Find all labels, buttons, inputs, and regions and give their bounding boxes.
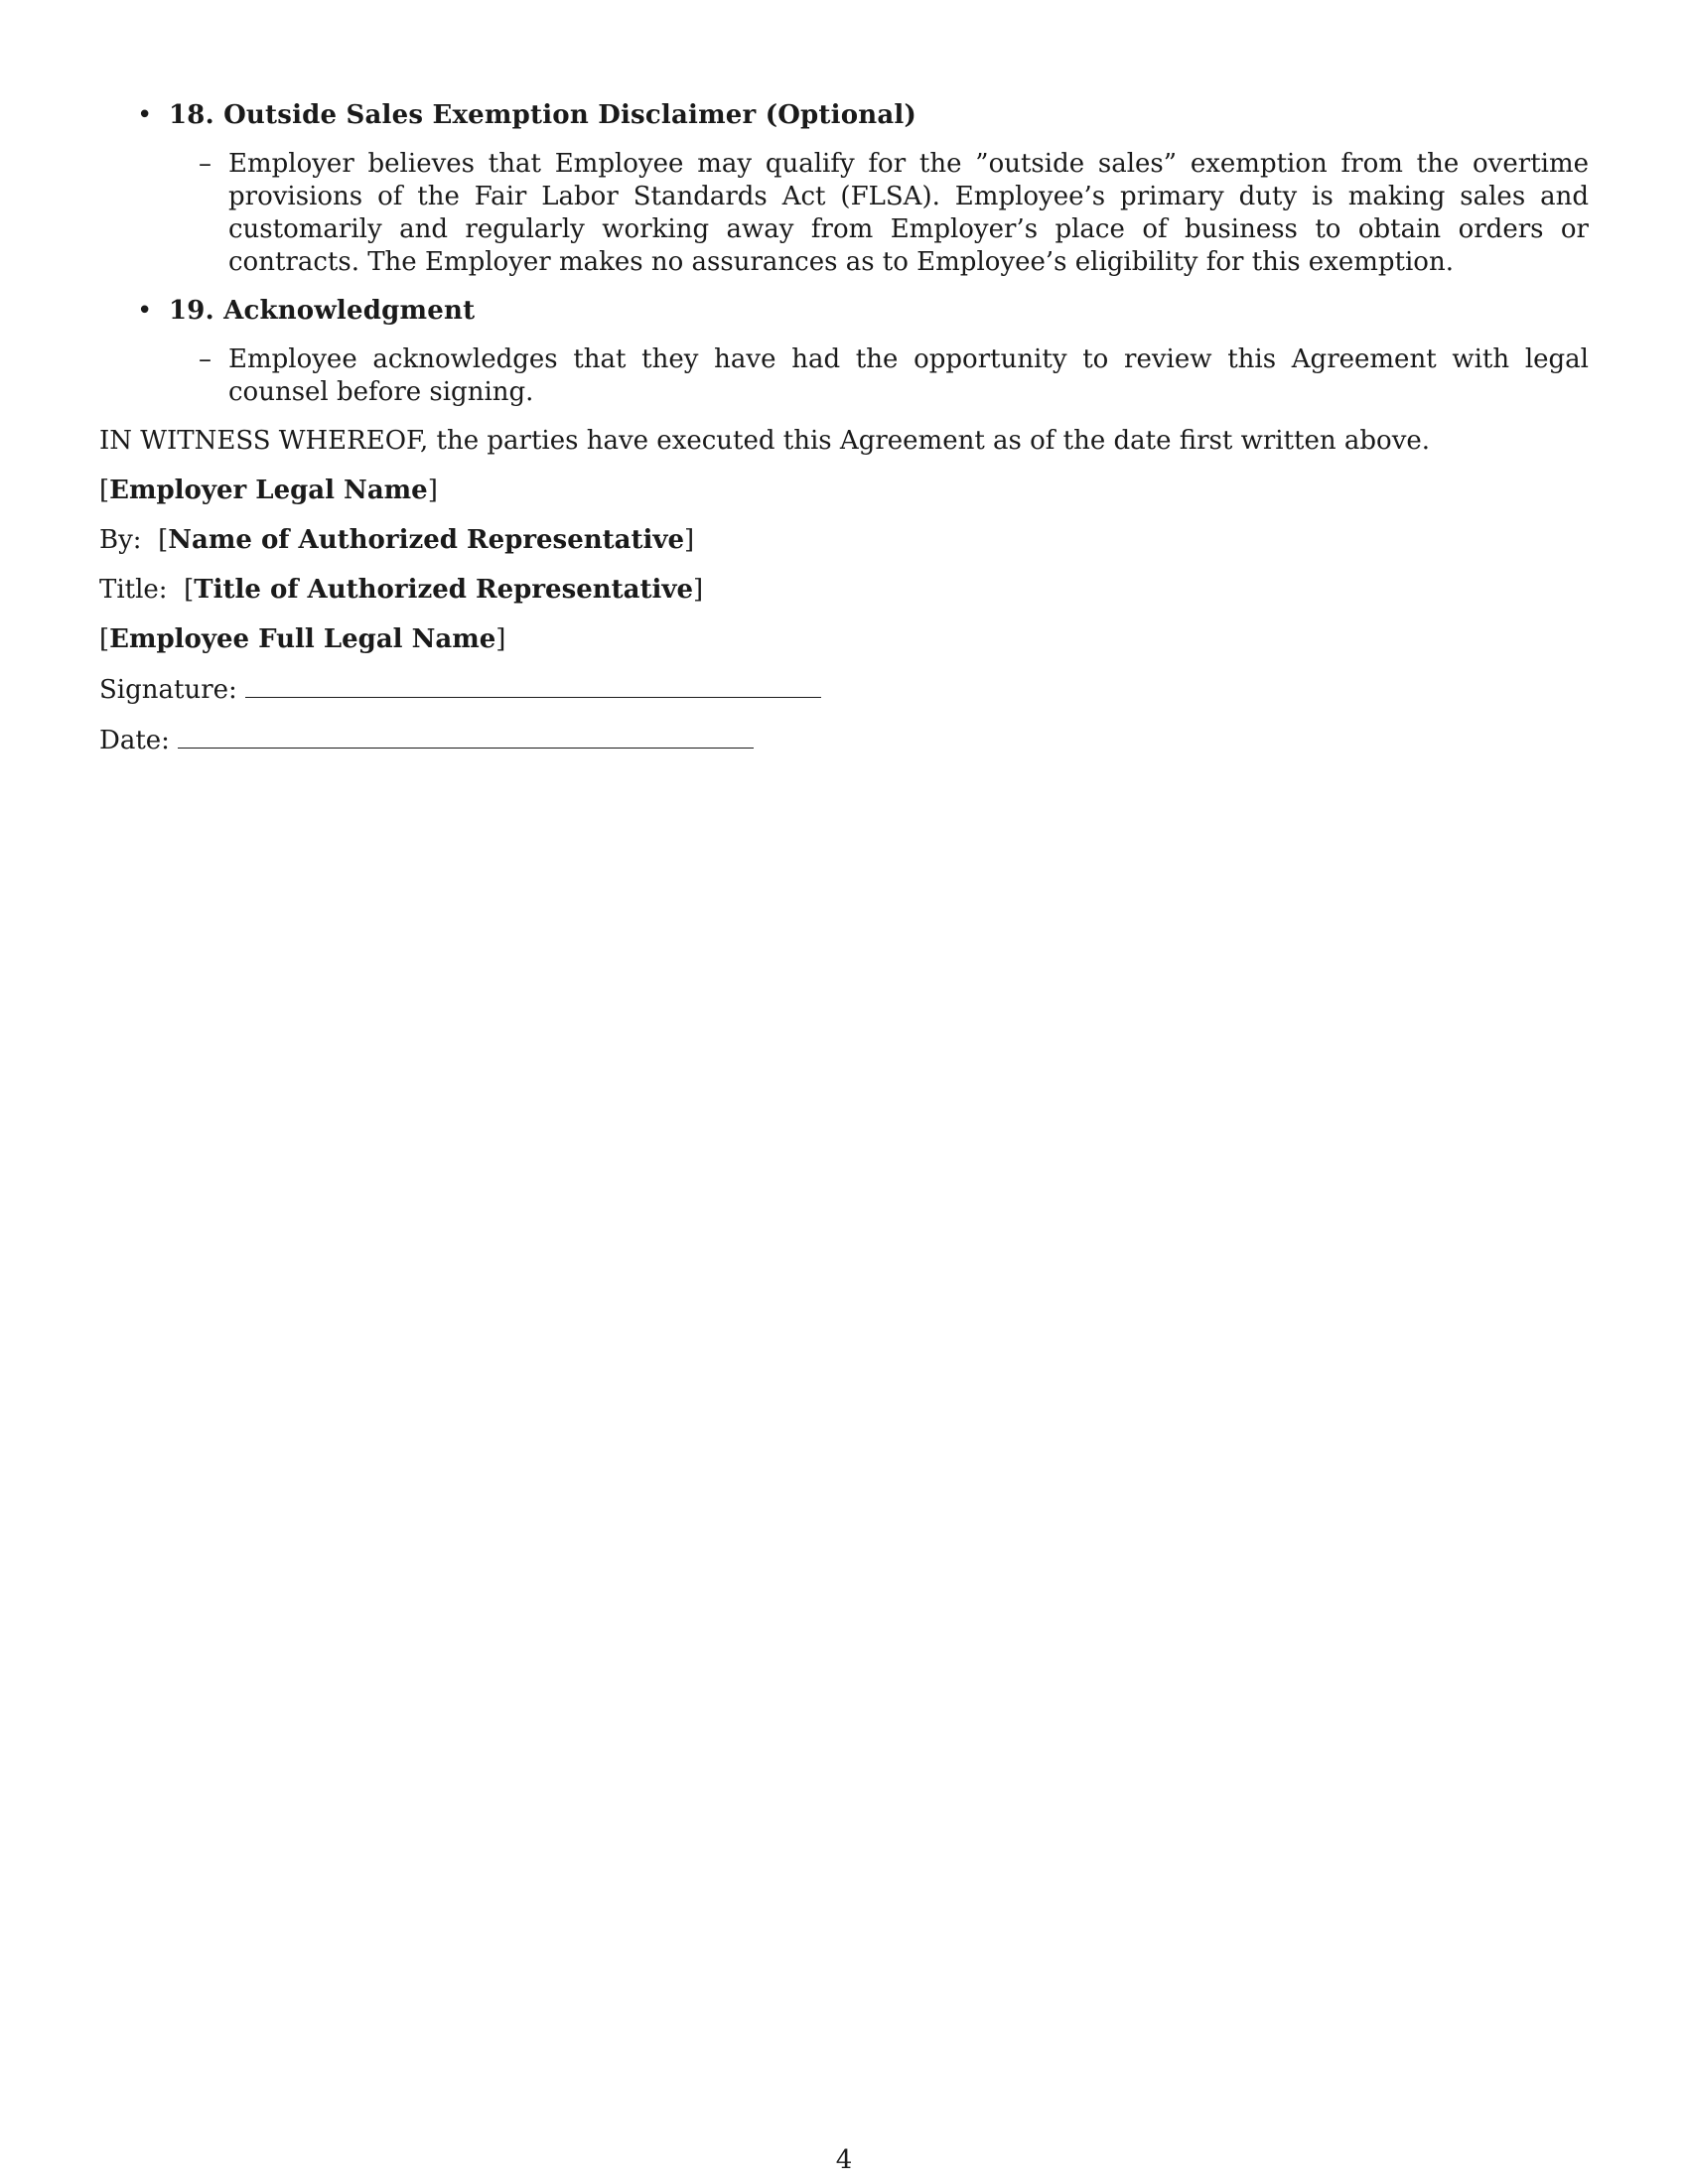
signature-label: Signature: xyxy=(99,675,237,705)
signature-field[interactable] xyxy=(245,673,821,698)
employer-name: Employer Legal Name xyxy=(109,476,428,505)
signature-line xyxy=(99,673,1589,707)
title-line xyxy=(99,574,1589,607)
employee-name-line xyxy=(99,623,1589,656)
bracket: [ xyxy=(99,476,110,505)
bracket: [ xyxy=(158,525,169,555)
employee-name: Employee Full Legal Name xyxy=(109,624,496,654)
bracket: ] xyxy=(427,476,438,505)
dash-icon: – xyxy=(199,149,211,179)
by-label: By: xyxy=(99,525,142,555)
title-label: Title: xyxy=(99,575,168,605)
bracket: ] xyxy=(495,624,506,654)
section-18-heading xyxy=(99,99,1589,132)
section-19-text: Employee acknowledges that they have had the opportunity to review this Agreement with legal counsel before signing. xyxy=(228,344,1589,407)
section-18-text: Employer believes that Employee may qualify for the ”outside sales” exemption from the overtime provisions of the Fair Labor Standards Act (FLSA). Employee’s primary duty is making sales and customarily and regularly working away from Employer’s place of business to obtain orders or contracts. The Employer makes no assurances as to Employee’s eligibility for this exemption. xyxy=(228,149,1589,277)
witness-clause: IN WITNESS WHEREOF, the parties have executed this Agreement as of the date first written above. xyxy=(99,426,1431,456)
section-19-title: 19. Acknowledgment xyxy=(169,296,476,326)
date-label: Date: xyxy=(99,726,170,755)
section-19-body xyxy=(99,343,1589,409)
document-content xyxy=(99,99,1589,757)
date-field[interactable] xyxy=(178,724,754,749)
section-18-body xyxy=(99,148,1589,279)
by-line xyxy=(99,524,1589,557)
section-18-title: 18. Outside Sales Exemption Disclaimer (Optional) xyxy=(169,100,916,130)
representative-title: Title of Authorized Representative xyxy=(194,575,694,605)
representative-name: Name of Authorized Representative xyxy=(168,525,685,555)
bullet-icon: • xyxy=(137,296,153,326)
section-18 xyxy=(99,99,1589,279)
employer-name-line xyxy=(99,475,1589,507)
dash-icon: – xyxy=(199,344,211,374)
bracket: ] xyxy=(684,525,695,555)
bracket: ] xyxy=(693,575,704,605)
bullet-icon: • xyxy=(137,100,153,130)
bracket: [ xyxy=(99,624,110,654)
section-19-heading xyxy=(99,295,1589,328)
date-line xyxy=(99,724,1589,757)
page-number: 4 xyxy=(835,2145,853,2175)
section-19 xyxy=(99,295,1589,409)
bracket: [ xyxy=(184,575,195,605)
